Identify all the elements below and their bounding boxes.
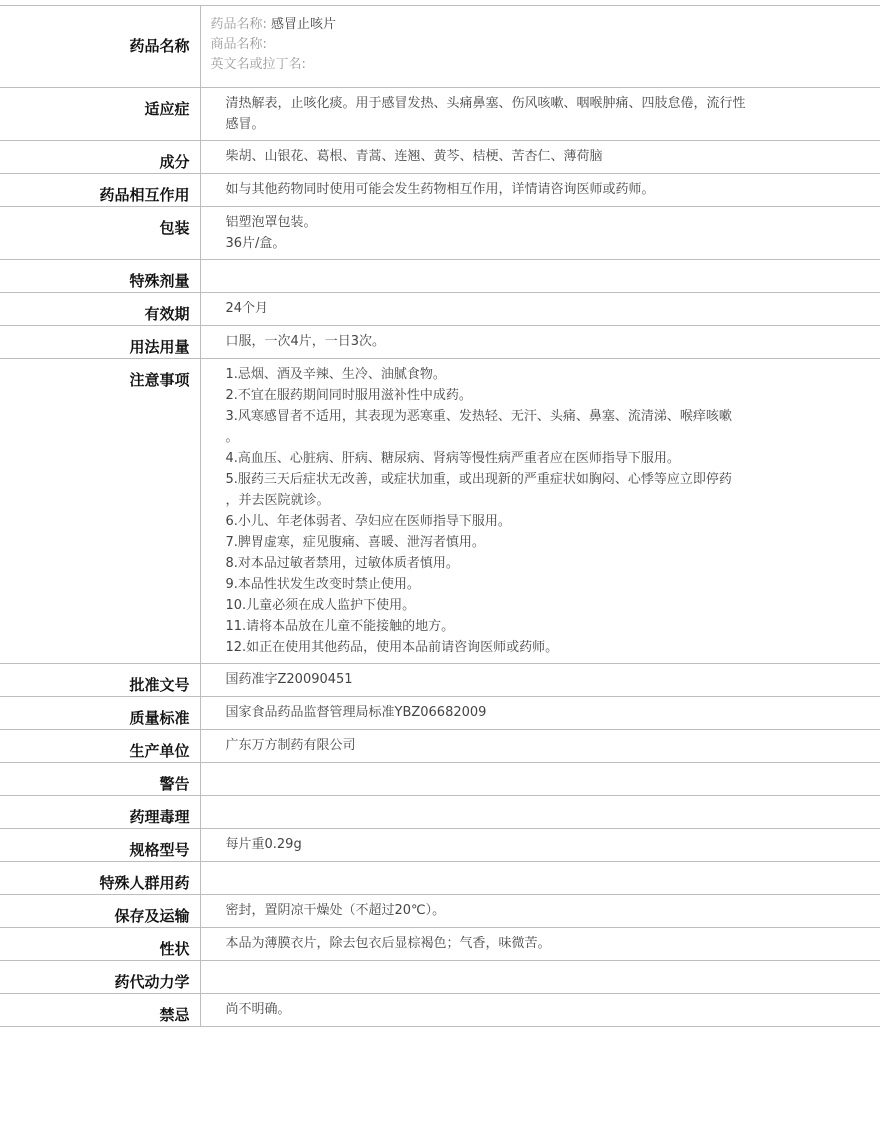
row-precautions bbox=[0, 359, 880, 664]
label-storage: 保存及运输 bbox=[0, 895, 200, 928]
row-properties bbox=[0, 928, 880, 961]
value-warning bbox=[200, 763, 880, 796]
label-precautions: 注意事项 bbox=[0, 359, 200, 664]
value-validity: 24个月 bbox=[200, 293, 880, 326]
precaution-line: 6.小儿、年老体弱者、孕妇应在医师指导下服用。 bbox=[225, 514, 511, 529]
precaution-line: 8.对本品过敏者禁用，过敏体质者慎用。 bbox=[225, 556, 459, 571]
row-spec bbox=[0, 829, 880, 862]
generic-name-label: 药品名称: bbox=[210, 17, 267, 32]
label-standard: 质量标准 bbox=[0, 697, 200, 730]
precaution-line: ，并去医院就诊。 bbox=[225, 493, 330, 508]
precaution-line: 7.脾胃虚寒，症见腹痛、喜暖、泄泻者慎用。 bbox=[225, 535, 485, 550]
label-contraindications: 禁忌 bbox=[0, 994, 200, 1027]
value-storage: 密封，置阴凉干燥处（不超过20℃）。 bbox=[200, 895, 880, 928]
value-special-groups bbox=[200, 862, 880, 895]
value-indications bbox=[200, 88, 880, 141]
label-warning: 警告 bbox=[0, 763, 200, 796]
row-drug-name bbox=[0, 6, 880, 88]
label-pharmacokinetics: 药代动力学 bbox=[0, 961, 200, 994]
label-usage: 用法用量 bbox=[0, 326, 200, 359]
row-interactions bbox=[0, 174, 880, 207]
value-properties: 本品为薄膜衣片，除去包衣后显棕褐色；气香，味微苦。 bbox=[200, 928, 880, 961]
indications-line: 清热解表，止咳化痰。用于感冒发热、头痛鼻塞、伤风咳嗽、咽喉肿痛、四肢怠倦，流行性 bbox=[225, 96, 746, 111]
label-drug-name: 药品名称 bbox=[0, 6, 200, 88]
row-approval bbox=[0, 664, 880, 697]
precaution-line: 1.忌烟、酒及辛辣、生冷、油腻食物。 bbox=[225, 367, 446, 382]
value-usage: 口服，一次4片，一日3次。 bbox=[200, 326, 880, 359]
precaution-line: 9.本品性状发生改变时禁止使用。 bbox=[225, 577, 420, 592]
value-pharmacokinetics bbox=[200, 961, 880, 994]
generic-name-value: 感冒止咳片 bbox=[271, 17, 337, 32]
label-spec: 规格型号 bbox=[0, 829, 200, 862]
label-pharmacology: 药理毒理 bbox=[0, 796, 200, 829]
value-drug-name bbox=[200, 6, 880, 88]
value-approval: 国药准字Z20090451 bbox=[200, 664, 880, 697]
row-contraindications bbox=[0, 994, 880, 1027]
row-special-groups bbox=[0, 862, 880, 895]
label-approval: 批准文号 bbox=[0, 664, 200, 697]
row-validity bbox=[0, 293, 880, 326]
precaution-line: 5.服药三天后症状无改善，或症状加重，或出现新的严重症状如胸闷、心悸等应立即停药 bbox=[225, 472, 732, 487]
row-ingredients bbox=[0, 141, 880, 174]
value-special-dose bbox=[200, 260, 880, 293]
precaution-line: 3.风寒感冒者不适用，其表现为恶寒重、发热轻、无汗、头痛、鼻塞、流清涕、喉痒咳嗽 bbox=[225, 409, 732, 424]
label-special-dose: 特殊剂量 bbox=[0, 260, 200, 293]
row-special-dose bbox=[0, 260, 880, 293]
value-packaging bbox=[200, 207, 880, 260]
label-ingredients: 成分 bbox=[0, 141, 200, 174]
row-standard bbox=[0, 697, 880, 730]
label-interactions: 药品相互作用 bbox=[0, 174, 200, 207]
label-indications: 适应症 bbox=[0, 88, 200, 141]
label-packaging: 包装 bbox=[0, 207, 200, 260]
row-pharmacokinetics bbox=[0, 961, 880, 994]
precaution-line: 10.儿童必须在成人监护下使用。 bbox=[225, 598, 416, 613]
drug-spec-table bbox=[0, 5, 880, 1027]
row-manufacturer bbox=[0, 730, 880, 763]
value-contraindications: 尚不明确。 bbox=[200, 994, 880, 1027]
value-manufacturer: 广东万方制药有限公司 bbox=[200, 730, 880, 763]
row-packaging bbox=[0, 207, 880, 260]
indications-line: 感冒。 bbox=[225, 117, 265, 132]
value-ingredients: 柴胡、山银花、葛根、青蒿、连翘、黄芩、桔梗、苦杏仁、薄荷脑 bbox=[200, 141, 880, 174]
precaution-line: 12.如正在使用其他药品，使用本品前请咨询医师或药师。 bbox=[225, 640, 559, 655]
label-special-groups: 特殊人群用药 bbox=[0, 862, 200, 895]
row-storage bbox=[0, 895, 880, 928]
precaution-line: 4.高血压、心脏病、肝病、糖尿病、肾病等慢性病严重者应在医师指导下服用。 bbox=[225, 451, 680, 466]
row-warning bbox=[0, 763, 880, 796]
value-spec: 每片重0.29g bbox=[200, 829, 880, 862]
row-usage bbox=[0, 326, 880, 359]
precaution-line: 2.不宜在服药期间同时服用滋补性中成药。 bbox=[225, 388, 472, 403]
value-interactions: 如与其他药物同时使用可能会发生药物相互作用，详情请咨询医师或药师。 bbox=[200, 174, 880, 207]
value-pharmacology bbox=[200, 796, 880, 829]
trade-name-label: 商品名称: bbox=[210, 37, 267, 52]
value-standard: 国家食品药品监督管理局标准YBZ06682009 bbox=[200, 697, 880, 730]
label-validity: 有效期 bbox=[0, 293, 200, 326]
label-manufacturer: 生产单位 bbox=[0, 730, 200, 763]
value-precautions bbox=[200, 359, 880, 664]
row-pharmacology bbox=[0, 796, 880, 829]
precaution-line: 11.请将本品放在儿童不能接触的地方。 bbox=[225, 619, 455, 634]
english-name-label: 英文名或拉丁名: bbox=[210, 57, 306, 72]
precaution-line: 。 bbox=[225, 430, 239, 445]
packaging-line: 铝塑泡罩包装。 bbox=[225, 215, 317, 230]
packaging-line: 36片/盒。 bbox=[225, 236, 286, 251]
label-properties: 性状 bbox=[0, 928, 200, 961]
row-indications bbox=[0, 88, 880, 141]
